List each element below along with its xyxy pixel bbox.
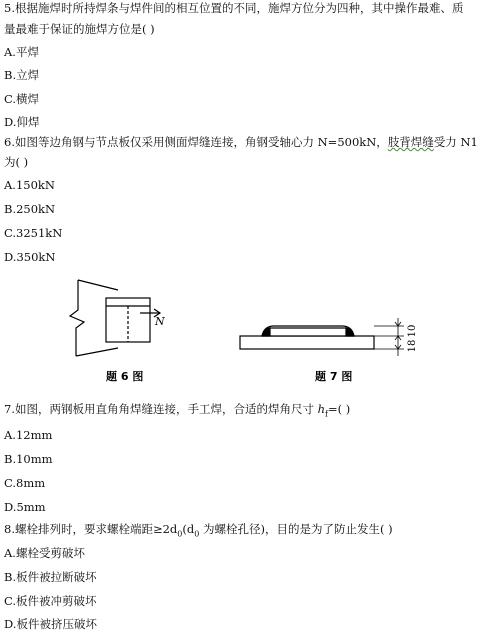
q7-stem-line1 (4, 402, 350, 421)
q5-stem-line1: 5.根据施焊时所持焊条与焊件间的相互位置的不同，施焊方位分为四种，其中操作最难、质 (4, 1, 464, 15)
q8-stem-line1 (4, 522, 393, 541)
fig7-dim-top: 10 (407, 324, 418, 338)
q7-option-c[interactable]: C.8mm (4, 476, 46, 490)
q7-option-d[interactable]: D.5mm (4, 500, 46, 514)
q8-stem-mid: (d (182, 522, 195, 536)
fig6-drawing (70, 280, 160, 356)
fig6-force-label: N (155, 315, 165, 328)
q6-option-b[interactable]: B.250kN (4, 202, 56, 216)
q5-option-b[interactable]: B.立焊 (4, 68, 40, 82)
q8-subscript-2: 0 (194, 529, 200, 539)
fig6-caption: 题 6 图 (106, 370, 144, 383)
q7-hf-symbol: h (317, 402, 326, 416)
q5-option-d[interactable]: D.仰焊 (4, 115, 40, 129)
figure-panel (0, 276, 503, 386)
q6-wavy-term: 肢背焊缝 (387, 135, 434, 149)
q8-option-c[interactable]: C.板件被冲剪破坏 (4, 594, 97, 608)
fig7-caption: 题 7 图 (315, 370, 353, 383)
q5-option-c[interactable]: C.横焊 (4, 92, 40, 106)
q6-stem-line2: 为( ) (4, 155, 29, 169)
q7-option-a[interactable]: A.12mm (4, 428, 53, 442)
q6-stem-line1 (4, 135, 478, 149)
q7-stem-text: 7.如图，两钢板用直角角焊缝连接，手工焊，合适的焊角尺寸 (4, 402, 318, 416)
q8-option-d[interactable]: D.板件被挤压破坏 (4, 617, 97, 631)
q6-option-c[interactable]: C.3251kN (4, 226, 63, 240)
q6-option-d[interactable]: D.350kN (4, 250, 56, 264)
fig7-dim-bottom: 18 (407, 339, 418, 353)
fig7-drawing (240, 318, 404, 356)
q8-option-b[interactable]: B.板件被拉断破坏 (4, 570, 97, 584)
q6-option-a[interactable]: A.150kN (4, 178, 55, 192)
q7-option-b[interactable]: B.10mm (4, 452, 53, 466)
q5-option-a[interactable]: A.平焊 (4, 45, 39, 59)
q7-hf-subscript: f (325, 409, 329, 419)
q8-option-a[interactable]: A.螺栓受剪破坏 (4, 546, 85, 560)
q6-stem-tail: 受力 N1 (433, 135, 478, 149)
q7-stem-tail: =( ) (328, 402, 351, 416)
q8-stem-text: 8.螺栓排列时，要求螺栓端距≥2d (4, 522, 178, 536)
q5-stem-line2: 量最难于保证的施焊方位是( ) (4, 22, 155, 36)
q8-subscript-1: 0 (177, 529, 183, 539)
q6-stem-text: 6.如图等边角钢与节点板仅采用侧面焊缝连接，角钢受轴心力 N=500kN， (4, 135, 388, 149)
q8-stem-tail: 为螺栓孔径)，目的是为了防止发生( ) (199, 522, 393, 536)
